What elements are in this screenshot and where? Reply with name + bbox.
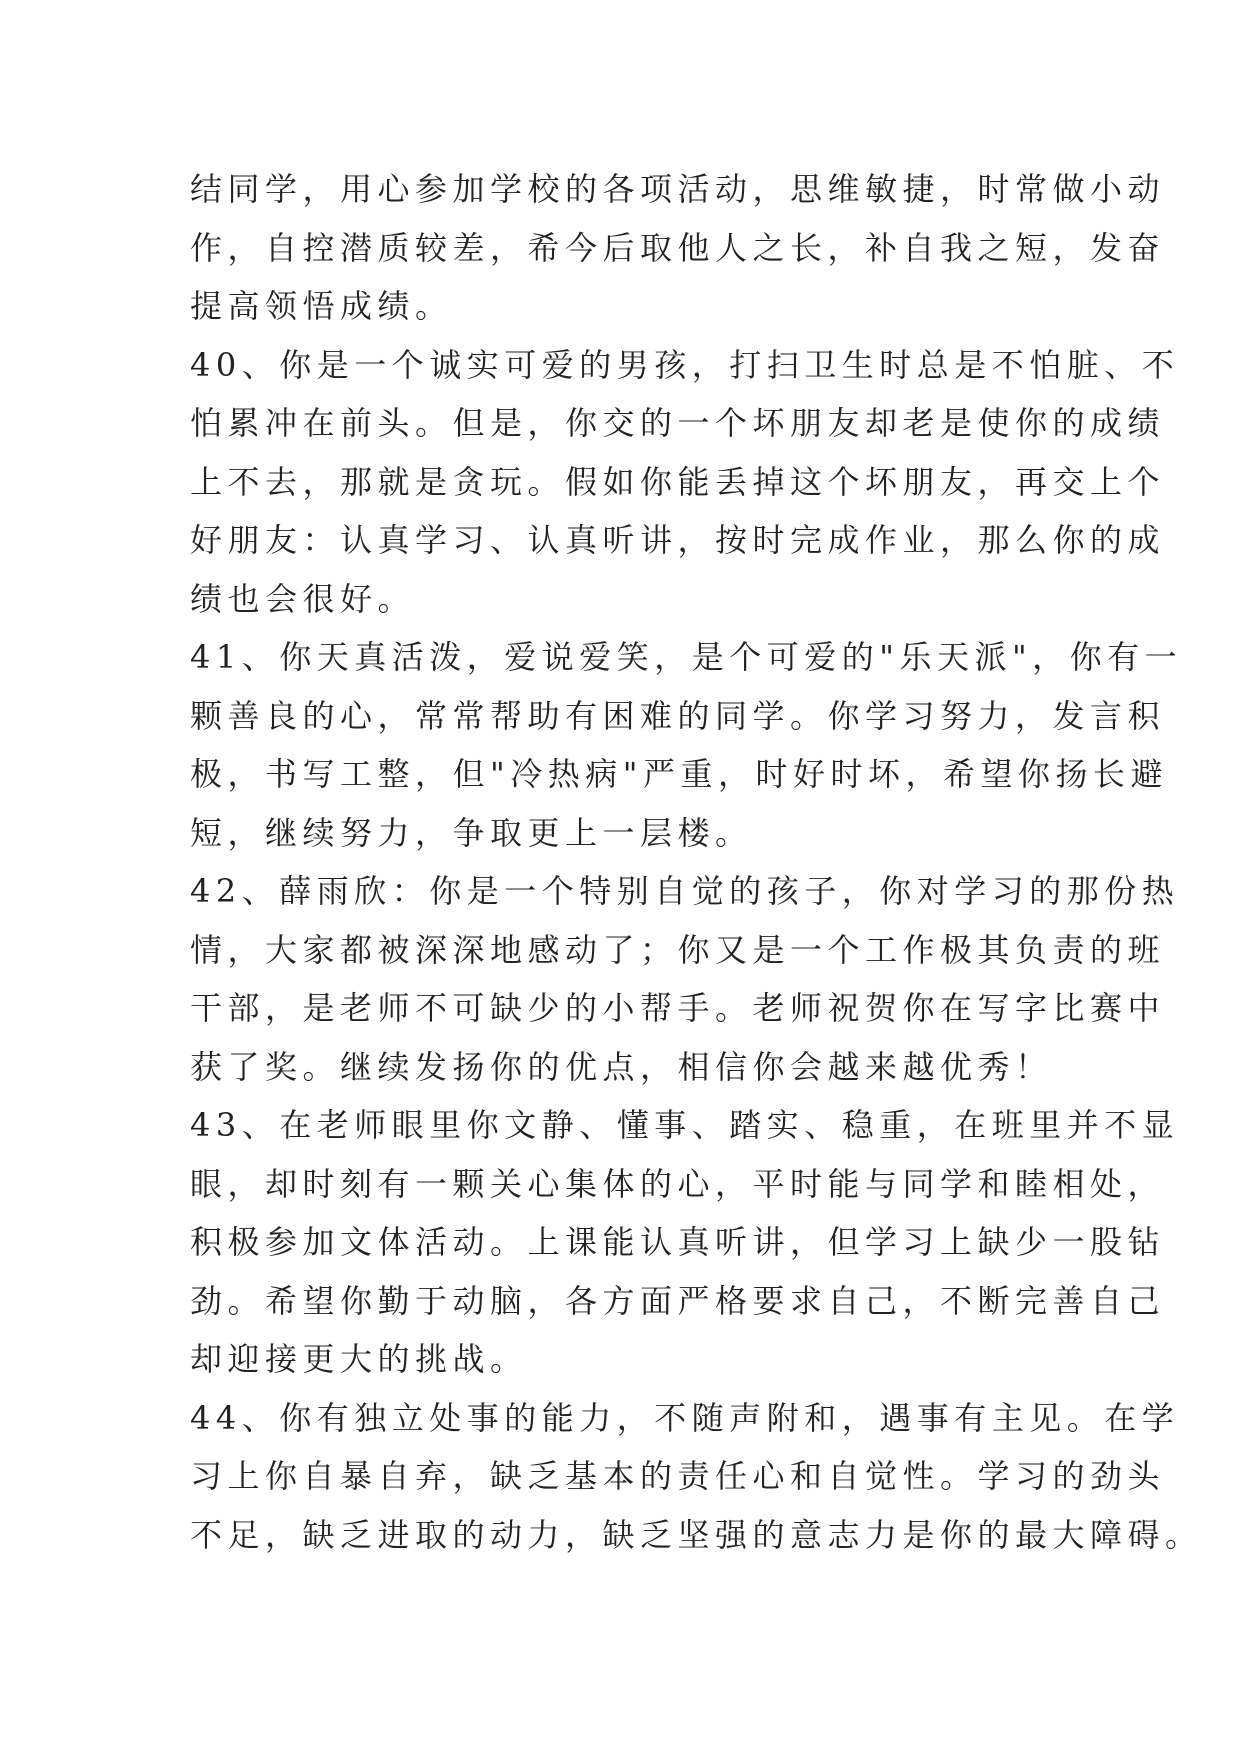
text-line: 作，自控潜质较差，希今后取他人之长，补自我之短，发奋 [190, 228, 1166, 267]
text-line: 极，书写工整，但"冷热病"严重，时好时坏，希望你扬长避 [190, 755, 1168, 793]
text-line: 提高领悟成绩。 [190, 287, 453, 325]
text-line: 情，大家都被深深地感动了；你又是一个工作极其负责的班 [190, 930, 1166, 969]
text-line: 好朋友：认真学习、认真听讲，按时完成作业，那么你的成 [190, 521, 1166, 559]
text-line: 习上你自暴自弃，缺乏基本的责任心和自觉性。学习的劲头 [190, 1457, 1166, 1495]
text-line: 怕累冲在前头。但是，你交的一个坏朋友却老是使你的成绩 [190, 404, 1166, 442]
text-line: 绩也会很好。 [190, 579, 416, 618]
text-line: 上不去，那就是贪玩。假如你能丢掉这个坏朋友，再交上个 [190, 462, 1166, 501]
text-line: 结同学，用心参加学校的各项活动，思维敏捷，时常做小动 [190, 170, 1166, 208]
text-line: 短，继续努力，争取更上一层楼。 [190, 813, 753, 852]
text-line: 干部，是老师不可缺少的小帮手。老师祝贺你在写字比赛中 [190, 989, 1166, 1027]
text-line: 41、你天真活泼，爱说爱笑，是个可爱的"乐天派"，你有一 [190, 638, 1183, 676]
text-line: 40、你是一个诚实可爱的男孩，打扫卫生时总是不怕脏、不 [190, 345, 1180, 384]
document-body [190, 160, 1203, 1564]
text-line: 43、在老师眼里你文静、懂事、踏实、稳重，在班里并不显 [190, 1106, 1180, 1144]
text-line: 眼，却时刻有一颗关心集体的心，平时能与同学和睦相处， [190, 1164, 1166, 1203]
text-line: 劲。希望你勤于动脑，各方面严格要求自己，不断完善自己 [190, 1281, 1166, 1320]
text-line: 颗善良的心，常常帮助有困难的同学。你学习努力，发言积 [190, 696, 1166, 735]
text-line: 不足，缺乏进取的动力，缺乏坚强的意志力是你的最大障碍。 [190, 1515, 1203, 1554]
text-line: 42、薛雨欣：你是一个特别自觉的孩子，你对学习的那份热 [190, 872, 1180, 910]
text-line: 44、你有独立处事的能力，不随声附和，遇事有主见。在学 [190, 1398, 1180, 1437]
text-line: 却迎接更大的挑战。 [190, 1340, 528, 1378]
text-line: 积极参加文体活动。上课能认真听讲，但学习上缺少一股钻 [190, 1223, 1166, 1261]
text-line: 获了奖。继续发扬你的优点，相信你会越来越优秀！ [190, 1047, 1053, 1086]
